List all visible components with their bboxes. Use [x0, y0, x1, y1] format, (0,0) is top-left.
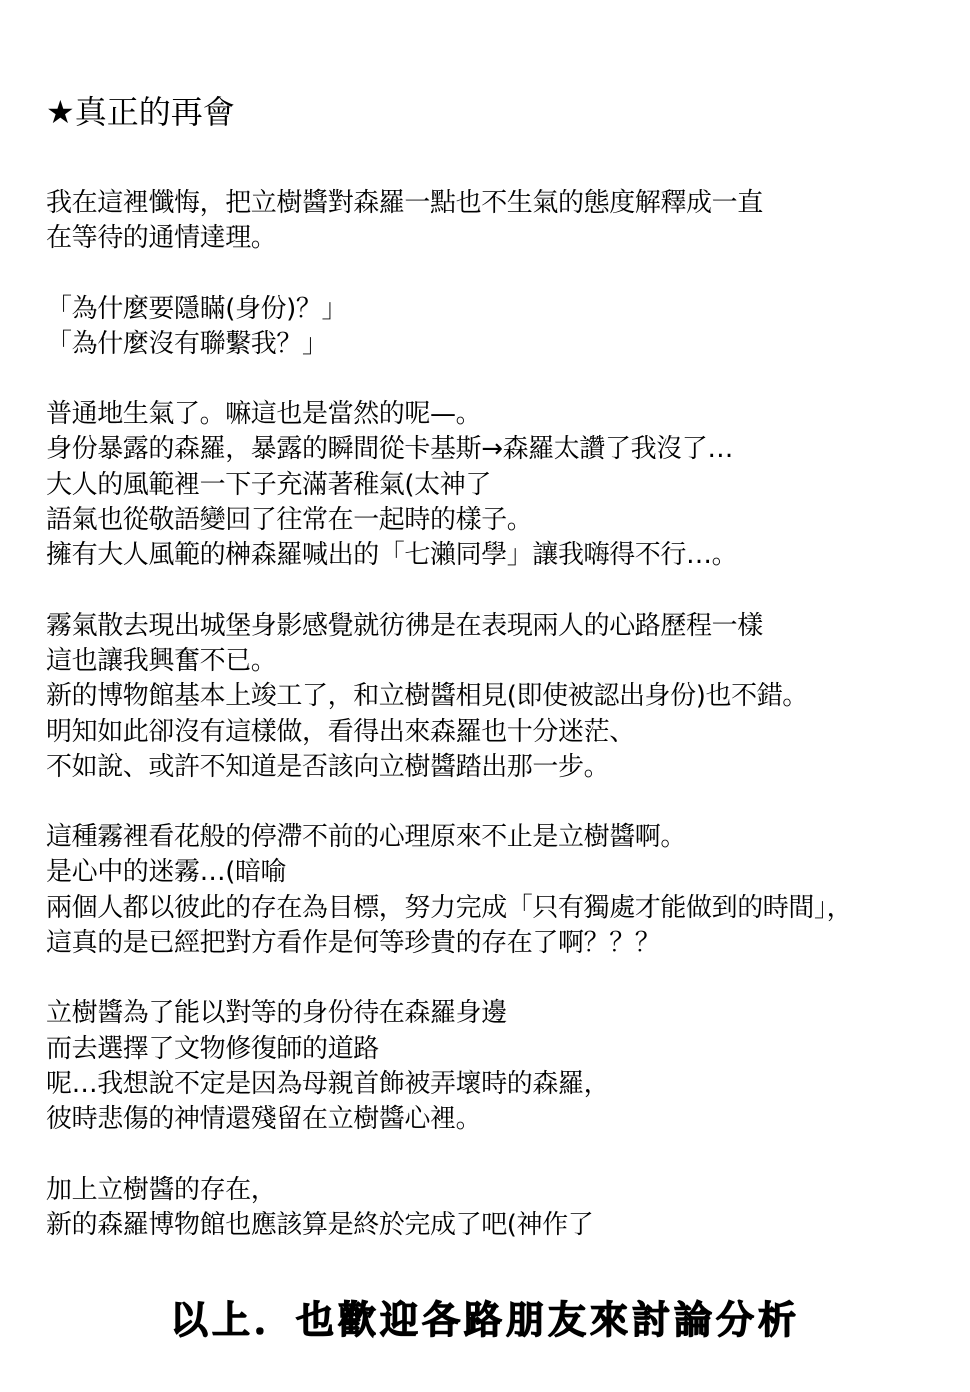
text-line: 這種霧裡看花般的停滯不前的心理原來不止是立樹醬啊。 [46, 822, 687, 853]
text-line: 我在這裡懺悔，把立樹醬對森羅一點也不生氣的態度解釋成一直 [46, 188, 763, 218]
page-title: ★真正的再會 [46, 93, 235, 131]
text-line: 語氣也從敬語變回了往常在一起時的樣子。 [46, 505, 533, 536]
text-line: 霧氣散去現出城堡身影感覺就彷彿是在表現兩人的心路歷程一樣 [46, 610, 763, 641]
paragraph-4 [46, 609, 956, 785]
text-line: 在等待的通情達理。 [46, 223, 277, 254]
paragraph-5 [46, 820, 956, 961]
text-line: 「為什麼沒有聯繫我？」 [46, 328, 328, 359]
text-line: 普通地生氣了。嘛這也是當然的呢—。 [46, 399, 482, 430]
text-line: 是心中的迷霧…(暗喻 [46, 857, 287, 888]
text-line: 擁有大人風範的榊森羅喊出的「七瀨同學」讓我嗨得不行…。 [46, 540, 738, 571]
text-line: 不如說、或許不知道是否該向立樹醬踏出那一步。 [46, 751, 610, 782]
text-line: 「為什麼要隱瞞(身份)？」 [46, 293, 348, 324]
closing-remark: 以上．也歡迎各路朋友來討論分析 [169, 1298, 800, 1342]
text-line: 新的博物館基本上竣工了，和立樹醬相見(即使被認出身份)也不錯。 [46, 681, 808, 712]
text-line: 而去選擇了文物修復師的道路 [46, 1033, 379, 1064]
paragraph-7 [46, 1173, 956, 1244]
text-line: 明知如此卻沒有這樣做，看得出來森羅也十分迷茫、 [46, 716, 635, 747]
paragraph-1 [46, 186, 956, 257]
paragraph-2 [46, 292, 956, 363]
text-line: 這真的是已經把對方看作是何等珍貴的存在了啊？？？ [46, 928, 661, 959]
text-line: 彼時悲傷的神情還殘留在立樹醬心裡。 [46, 1104, 482, 1135]
text-line: 兩個人都以彼此的存在為目標，努力完成「只有獨處才能做到的時間」， [46, 892, 853, 923]
text-line: 大人的風範裡一下子充滿著稚氣(太神了 [46, 469, 491, 500]
text-line: 這也讓我興奮不已。 [46, 645, 277, 676]
text-line: 加上立樹醬的存在， [46, 1174, 277, 1205]
text-line: 立樹醬為了能以對等的身份待在森羅身邊 [46, 998, 507, 1029]
text-line: 新的森羅博物館也應該算是終於完成了吧(神作了 [46, 1209, 594, 1240]
text-line: 身份暴露的森羅，暴露的瞬間從卡基斯→森羅太讚了我沒了… [46, 434, 733, 465]
body-text [46, 186, 956, 1278]
paragraph-6 [46, 996, 956, 1137]
paragraph-3 [46, 397, 956, 573]
text-line: 呢…我想說不定是因為母親首飾被弄壞時的森羅， [46, 1068, 610, 1099]
